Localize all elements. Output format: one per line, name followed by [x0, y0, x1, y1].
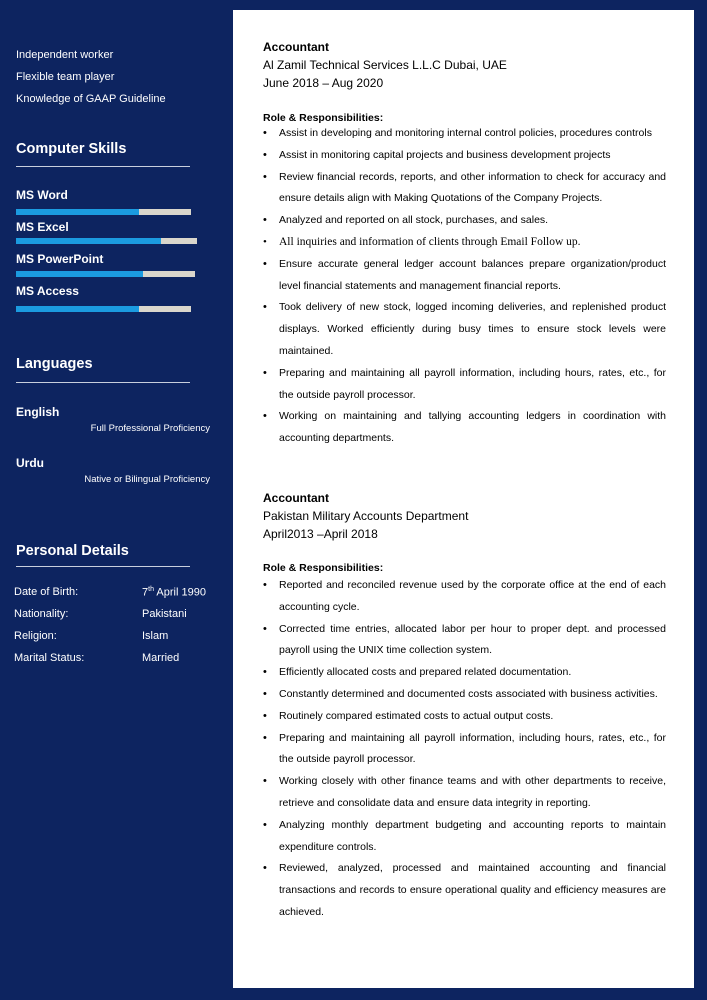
company-name: Al Zamil Technical Services L.L.C Dubai, UAE — [263, 58, 507, 72]
job-title: Accountant — [263, 491, 329, 505]
list-item: • Review financial records, reports, and other information to check for accuracy and ensure details align with Making Quotations of the Company Projects. — [263, 167, 666, 211]
list-item: • Analyzing monthly department budgeting and accounting reports to maintain expenditure controls. — [263, 815, 666, 859]
job-title: Accountant — [263, 40, 329, 54]
list-item: • Assist in monitoring capital projects and business development projects — [263, 145, 666, 167]
skill-name: MS PowerPoint — [16, 252, 104, 266]
company-name: Pakistan Military Accounts Department — [263, 509, 469, 523]
job-dates: April2013 –April 2018 — [263, 527, 378, 541]
skill-name: MS Word — [16, 188, 68, 202]
skill-name: MS Access — [16, 284, 79, 298]
sidebar — [0, 0, 232, 1000]
list-item: • Reviewed, analyzed, processed and maintained accounting and financial transactions and records to ensure operational quality and efficiency measures are achieved. — [263, 858, 666, 923]
list-item: • Ensure accurate general ledger account balances prepare organization/product level financial statements and management financial reports. — [263, 254, 666, 298]
language-name: Urdu — [16, 456, 44, 470]
languages-title: Languages — [16, 356, 93, 372]
skill-bar — [16, 306, 191, 312]
nationality-value: Pakistani — [142, 608, 187, 620]
language-name: English — [16, 405, 60, 419]
list-item: • Efficiently allocated costs and prepared related documentation. — [263, 662, 666, 684]
role-heading: Role & Responsibilities: — [263, 562, 384, 574]
language-level: Full Professional Proficiency — [90, 423, 210, 434]
skill-name: MS Excel — [16, 220, 69, 234]
skill-bar-fill — [16, 306, 139, 312]
skill-bar-fill — [16, 238, 161, 244]
list-item: • All inquiries and information of clients through Email Follow up. — [263, 232, 666, 254]
list-item: • Preparing and maintaining all payroll information, including hours, rates, etc., for the outside payroll processor. — [263, 363, 666, 407]
section-divider — [16, 166, 190, 167]
language-level: Native or Bilingual Proficiency — [84, 474, 210, 485]
marital-status-value: Married — [142, 652, 180, 664]
list-item: • Constantly determined and documented costs associated with business activities. — [263, 684, 666, 706]
section-divider — [16, 566, 190, 567]
computer-skills-title: Computer Skills — [16, 141, 127, 157]
skill-bar — [16, 209, 191, 215]
strength-item: Flexible team player — [16, 71, 115, 83]
dob-value: 7th April 1990 — [142, 586, 206, 599]
list-item: • Preparing and maintaining all payroll information, including hours, rates, etc., for the outside payroll processor. — [263, 728, 666, 772]
section-divider — [16, 382, 190, 383]
personal-details-title: Personal Details — [16, 543, 129, 559]
skill-bar — [16, 238, 197, 244]
religion-label: Religion: — [14, 630, 57, 642]
skill-bar-fill — [16, 209, 139, 215]
skill-bar-fill — [16, 271, 143, 277]
dob-label: Date of Birth: — [14, 586, 79, 598]
responsibility-list — [263, 123, 666, 450]
experience-panel — [233, 10, 694, 988]
responsibility-list — [263, 575, 666, 924]
religion-value: Islam — [142, 630, 169, 642]
role-heading: Role & Responsibilities: — [263, 112, 384, 124]
skill-bar — [16, 271, 195, 277]
list-item: • Working on maintaining and tallying accounting ledgers in coordination with accounting departments. — [263, 406, 666, 450]
list-item: • Reported and reconciled revenue used by the corporate office at the end of each accounting cycle. — [263, 575, 666, 619]
nationality-label: Nationality: — [14, 608, 69, 620]
marital-status-label: Marital Status: — [14, 652, 85, 664]
strength-item: Knowledge of GAAP Guideline — [16, 93, 166, 105]
list-item: • Routinely compared estimated costs to actual output costs. — [263, 706, 666, 728]
job-dates: June 2018 – Aug 2020 — [263, 76, 384, 90]
strength-item: Independent worker — [16, 49, 114, 61]
list-item: • Working closely with other finance teams and with other departments to receive, retrieve and consolidate data and ensure data integrity in reporting. — [263, 771, 666, 815]
list-item: • Analyzed and reported on all stock, purchases, and sales. — [263, 210, 666, 232]
list-item: • Assist in developing and monitoring internal control policies, procedures controls — [263, 123, 666, 145]
list-item: • Took delivery of new stock, logged incoming deliveries, and replenished product displays. Worked efficiently during busy times to ensure stock levels were maintained. — [263, 297, 666, 362]
list-item: • Corrected time entries, allocated labor per hour to proper dept. and processed payroll using the UNIX time collection system. — [263, 619, 666, 663]
